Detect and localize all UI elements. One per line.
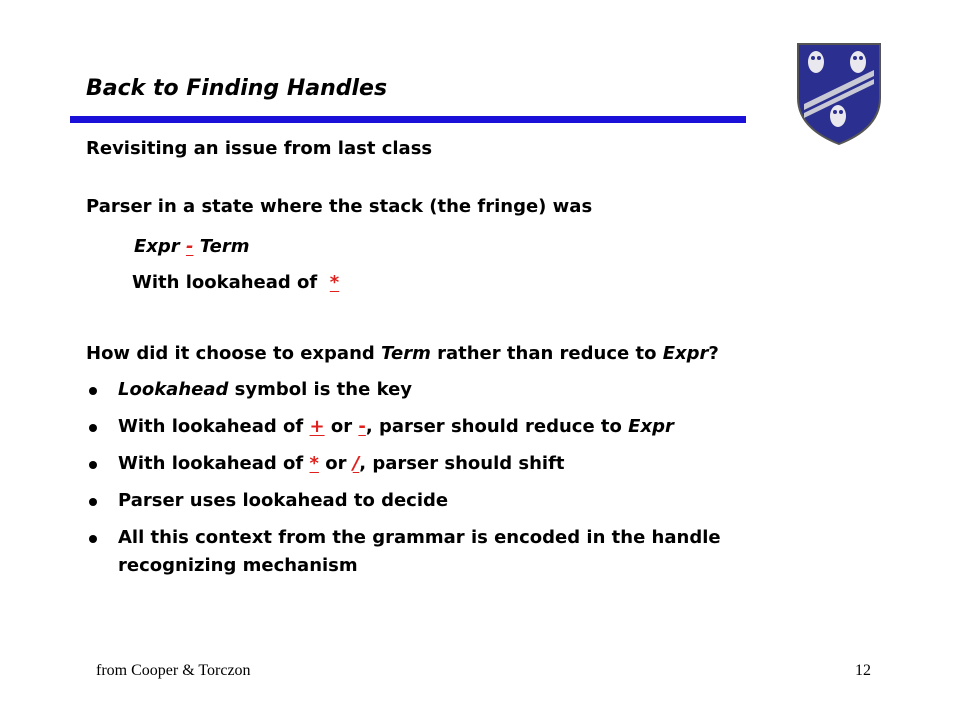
bullet-3-part3: , parser should shift	[359, 453, 565, 474]
page-number: 12	[855, 662, 871, 679]
question-expr: Expr	[662, 343, 709, 364]
question-part1: How did it choose to expand	[86, 343, 382, 364]
lookahead-symbol: *	[329, 272, 340, 293]
bullet-4: Parser uses lookahead to decide	[118, 490, 449, 511]
bullet-3-slash: /	[352, 453, 360, 474]
lookahead-line	[132, 272, 339, 293]
bullet-2	[118, 416, 674, 437]
bullet-dot	[89, 461, 97, 469]
question-line	[86, 343, 719, 364]
bullet-3-part1: With lookahead of	[118, 453, 310, 474]
bullet-dot	[89, 498, 97, 506]
bullet-1-key: Lookahead	[118, 379, 229, 400]
state-intro-text: Parser in a state where the stack (the fringe) was	[86, 196, 593, 217]
bullet-3-part2: or	[318, 453, 353, 474]
bullet-2-expr: Expr	[628, 416, 674, 437]
bullet-2-part1: With lookahead of	[118, 416, 310, 437]
bullet-dot	[89, 535, 97, 543]
bullet-3	[118, 453, 565, 474]
fringe-expr: Expr	[134, 236, 180, 257]
bullet-1	[118, 379, 412, 400]
bullet-1-rest: symbol is the key	[228, 379, 413, 400]
fringe-line	[134, 236, 250, 257]
lookahead-prefix: With lookahead of	[132, 272, 318, 293]
footer-source: from Cooper & Torczon	[96, 662, 251, 679]
bullet-2-part2: or	[324, 416, 359, 437]
question-term: Term	[381, 343, 431, 364]
fringe-term: Term	[199, 236, 250, 257]
bullet-2-minus: -	[358, 416, 366, 437]
bullet-2-plus: +	[309, 416, 325, 437]
bullet-2-part3: , parser should reduce to	[365, 416, 629, 437]
slide-title: Back to Finding Handles	[86, 76, 388, 101]
question-part2: rather than reduce to	[430, 343, 663, 364]
bullet-5-line2: recognizing mechanism	[118, 555, 358, 576]
title-rule	[70, 116, 746, 123]
bullet-5-line1: All this context from the grammar is encoded in the handle	[118, 527, 721, 548]
bullet-dot	[89, 387, 97, 395]
bullet-3-star: *	[309, 453, 319, 474]
subtitle-text: Revisiting an issue from last class	[86, 138, 433, 159]
university-crest-icon	[794, 40, 884, 146]
bullet-dot	[89, 424, 97, 432]
fringe-minus: -	[185, 236, 194, 257]
question-part3: ?	[708, 343, 719, 364]
